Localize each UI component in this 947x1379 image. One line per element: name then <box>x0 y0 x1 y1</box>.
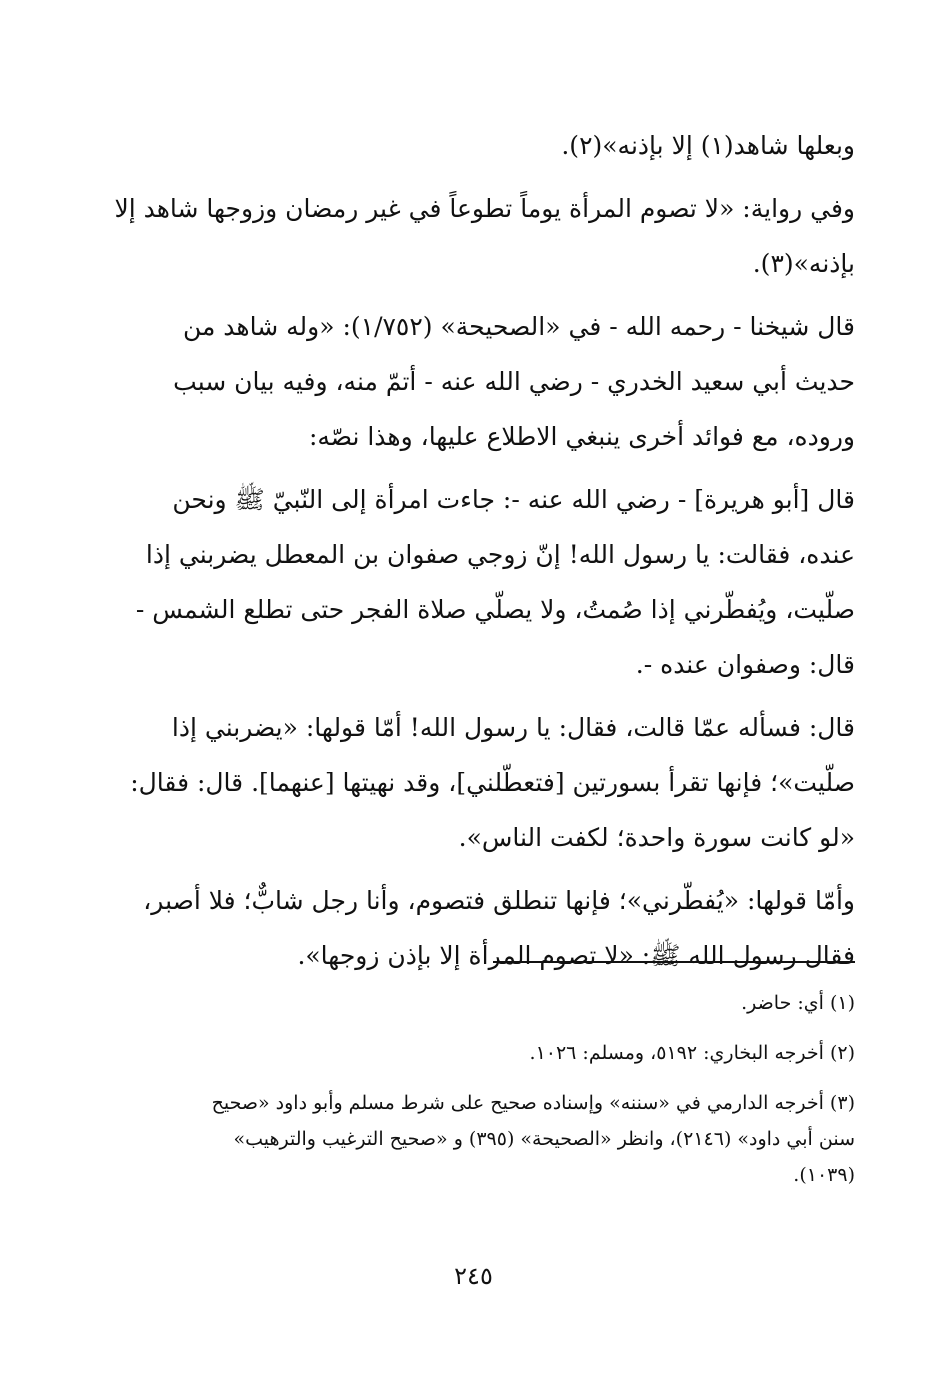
text-line: فقال رسول الله ﷺ: «لا تصوم المرأة إلا بإذن زوجها». <box>297 941 855 970</box>
footnote-1 <box>80 985 855 1021</box>
footnote-line: (٢) أخرجه البخاري: ٥١٩٢، ومسلم: ١٠٢٦. <box>529 1042 855 1064</box>
main-text <box>80 118 855 991</box>
paragraph-4 <box>80 472 855 692</box>
footnote-line: (٣) أخرجه الدارمي في «سننه» وإسناده صحيح على شرط مسلم وأبو داود «صحيح <box>211 1092 855 1114</box>
text-line: وروده، مع فوائد أخرى ينبغي الاطلاع عليها، وهذا نصّه: <box>308 422 855 451</box>
text-line: قال: فسأله عمّا قالت، فقال: يا رسول الله! أمّا قولها: «يضربني إذا <box>171 713 855 742</box>
text-line: حديث أبي سعيد الخدري - رضي الله عنه - أتمّ منه، وفيه بيان سبب <box>173 367 855 396</box>
paragraph-2 <box>80 181 855 291</box>
footnotes <box>80 985 855 1207</box>
text-line: قال: وصفوان عنده -. <box>635 650 855 679</box>
footnote-divider <box>493 961 855 963</box>
text-line: عنده، فقالت: يا رسول الله! إنّ زوجي صفوان بن المعطل يضربني إذا <box>145 540 855 569</box>
text-line: قال شيخنا - رحمه الله - في «الصحيحة» (١/٧٥٢): «وله شاهد من <box>182 312 855 341</box>
page-number: ٢٤٥ <box>454 1262 493 1290</box>
footnote-3 <box>80 1085 855 1193</box>
paragraph-1 <box>80 118 855 173</box>
text-line: بإذنه»(٣). <box>752 249 855 278</box>
text-line: وأمّا قولها: «يُفطّرني»؛ فإنها تنطلق فتصوم، وأنا رجل شابٌّ؛ فلا أصبر، <box>143 886 855 915</box>
text-line: صلّيت، ويُفطّرني إذا صُمتُ، ولا يصلّي صلاة الفجر حتى تطلع الشمس - <box>135 595 855 624</box>
footnote-line: (١٠٣٩). <box>793 1164 855 1186</box>
footnote-line: سنن أبي داود» (٢١٤٦)، وانظر «الصحيحة» (٣٩٥) و «صحيح الترغيب والترهيب» <box>233 1128 855 1150</box>
text-line: «لو كانت سورة واحدة؛ لكفت الناس». <box>458 823 855 852</box>
text-line: صلّيت»؛ فإنها تقرأ بسورتين [فتعطّلني]، وقد نهيتها [عنهما]. قال: فقال: <box>130 768 855 797</box>
paragraph-3 <box>80 299 855 464</box>
footnote-line: (١) أي: حاضر. <box>741 992 855 1014</box>
footnote-2 <box>80 1035 855 1071</box>
paragraph-6 <box>80 873 855 983</box>
text-line: وبعلها شاهد(١) إلا بإذنه»(٢). <box>561 131 855 160</box>
paragraph-5 <box>80 700 855 865</box>
text-line: قال [أبو هريرة] - رضي الله عنه -: جاءت امرأة إلى النّبيّ ﷺ ونحن <box>172 485 855 514</box>
text-line: وفي رواية: «لا تصوم المرأة يوماً تطوعاً في غير رمضان وزوجها شاهد إلا <box>114 194 855 223</box>
